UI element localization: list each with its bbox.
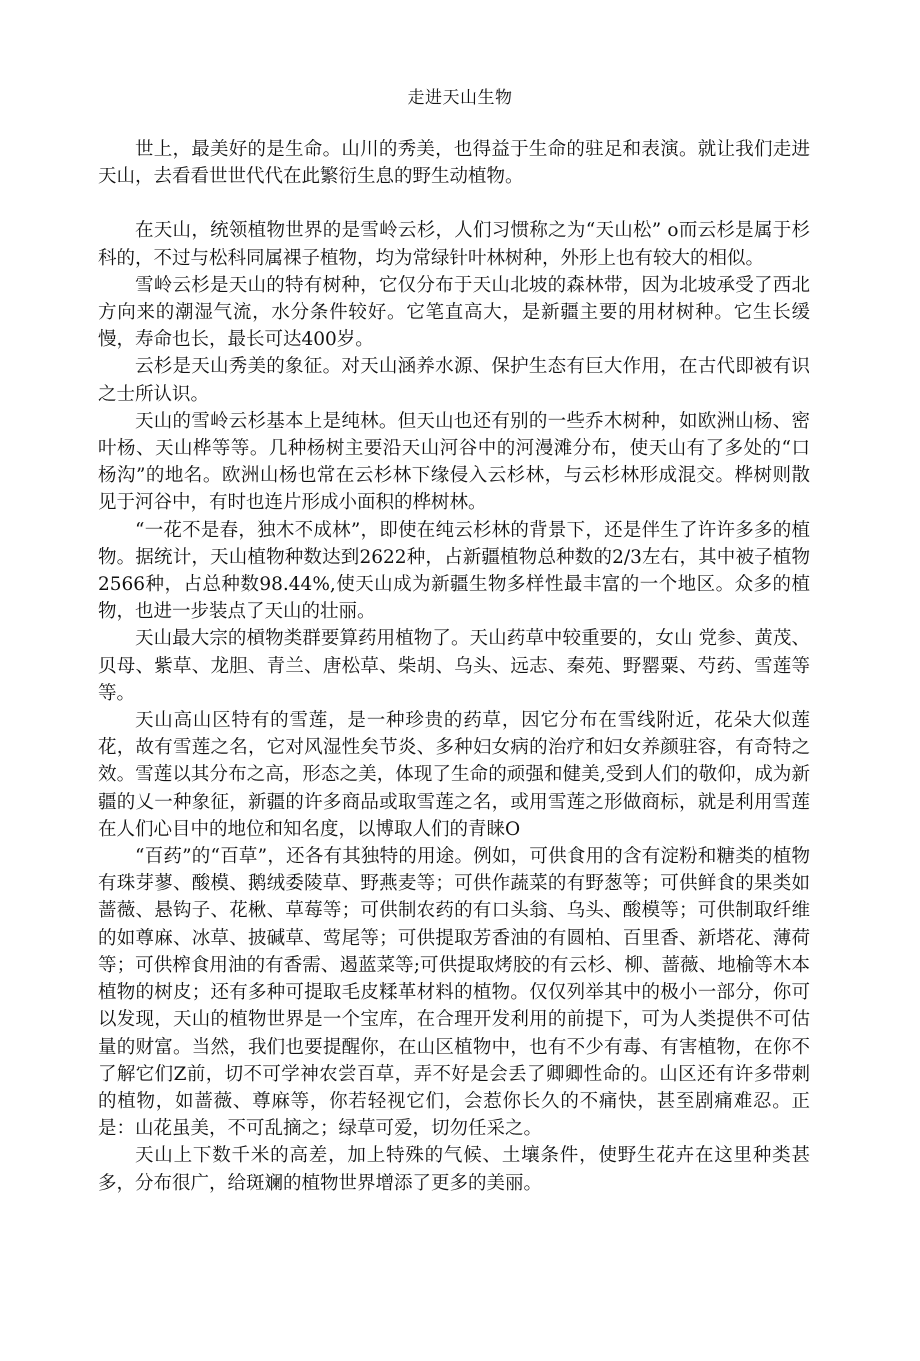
paragraph-intro: 世上，最美好的是生命。山川的秀美，也得益于生命的驻足和表演。就让我们走进天山，去看看世世代代在此繁衍生息的野生动植物。 bbox=[98, 139, 810, 188]
paragraph-plant-uses: “百药”的“百草”，还各有其独特的用途。例如，可供食用的含有淀粉和糖类的植物有珠芽蓼、酸模、鹅绒委陵草、野燕麦等；可供作蔬菜的有野葱等；可供鲜食的果类如蔷薇、悬钩子、花楸、草莓等；可供制农药的有口头翁、乌头、酸模等；可供制取纤维的如尊麻、冰草、披碱草、莺尾等；可供提取芳香油的有圆柏、百里香、新塔花、薄荷等；可供榨食用油的有香需、遏蓝菜等;可供提取烤胶的有云杉、柳、蔷薇、地榆等木本植物的树皮；还有多种可提取毛皮糅革材料的植物。仅仅列举其中的极小一部分，你可以发现，天山的植物世界是一个宝库，在合理开发利用的前提下，可为人类提供不可估量的财富。当然，我们也要提醒你，在山区植物中，也有不少有毒、有害植物，在你不了解它们Z前，切不可学神农尝百草，弄不好是会丢了卿卿性命的。山区还有许多带刺的植物，如蔷薇、尊麻等，你若轻视它们，会惹你长久的不痛快，甚至剧痛难忍。正是：山花虽美，不可乱摘之；绿草可爱，切勿任采之。 bbox=[98, 846, 810, 1140]
document-body bbox=[98, 136, 810, 1197]
paragraph-other-trees: 天山的雪岭云杉基本上是纯林。但天山也还有别的一些乔木树种，如欧洲山杨、密叶杨、天山桦等等。几种杨树主要沿天山河谷中的河漫滩分布，使天山有了多处的“口杨沟”的地名。欧洲山杨也常在云杉林下缘侵入云杉林，与云杉林形成混交。桦树则散见于河谷中，有时也连片形成小面积的桦树林。 bbox=[98, 410, 810, 514]
paragraph-snow-lotus: 天山高山区特有的雪莲，是一种珍贵的药草，因它分布在雪线附近，花朵大似莲花，故有雪莲之名，它对风湿性矣节炎、多种妇女病的治疗和妇女养颜驻容，有奇特之效。雪莲以其分布之高，形态之美，体现了生命的顽强和健美,受到人们的敬仰，成为新疆的乂一种象征，新疆的许多商品或取雪莲之名，或用雪莲之形做商标，就是利用雪莲在人们心目中的地位和知名度，以博取人们的青睐O bbox=[98, 710, 810, 840]
paragraph-medicinal-plants: 天山最大宗的槓物类群要算药用植物了。天山药草中较重要的，女山 党参、黄茂、贝母、紫草、龙胆、青兰、唐松草、柴胡、乌头、远志、秦苑、野罂粟、芍药、雪莲等等。 bbox=[98, 628, 810, 704]
paragraph-spruce-intro: 在天山，统领植物世界的是雪岭云杉，人们习惯称之为“天山松” o而云杉是属于杉科的，不过与松科同属裸子植物，均为常绿针叶林树种，外形上也有较大的相似。 bbox=[98, 220, 810, 269]
paragraph-plant-statistics: “一花不是春，独木不成林”，即使在纯云杉林的背景下，还是伴生了许许多多的植物。据统计，天山植物种数达到2622种，占新疆植物总种数的2/3左右，其中被子植物2566种，占总种数98.44%,使天山成为新疆生物多样性最丰富的一个地区。众多的植物，也进一步装点了天山的壮丽。 bbox=[98, 519, 810, 623]
document-title: 走进天山生物 bbox=[407, 88, 513, 108]
paragraph-spruce-distribution: 雪岭云杉是天山的特有树种，它仅分布于天山北坡的森林带，因为北坡承受了西北方向来的潮湿气流，水分条件较好。它笔直高大，是新疆主要的用材树种。它生长缓慢，寿命也长，最长可达400岁。 bbox=[98, 274, 810, 351]
paragraph-wild-flowers: 天山上下数千米的高差，加上特殊的气候、土壤条件，使野生花卉在这里种类甚多，分布很广，给斑斓的植物世界增添了更多的美丽。 bbox=[98, 1145, 810, 1194]
paragraph-spruce-symbol: 云杉是天山秀美的象征。对天山涵养水源、保护生态有巨大作用，在古代即被有识之士所认识。 bbox=[98, 356, 810, 405]
